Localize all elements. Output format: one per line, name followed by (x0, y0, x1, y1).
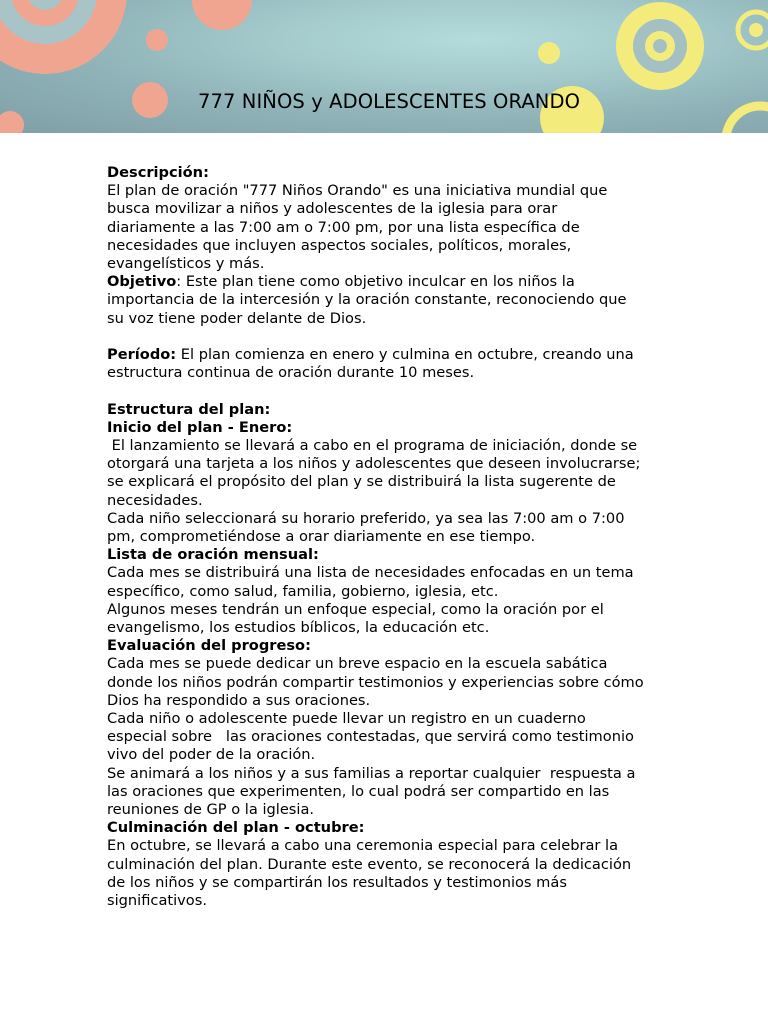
text-line: reuniones de GP o la iglesia. (107, 801, 315, 819)
document-body (107, 164, 667, 910)
text-line: Cada mes se puede dedicar un breve espacio en la escuela sabática (107, 655, 608, 673)
text-line: las oraciones que experimenten, lo cual podrá ser compartido en las (107, 782, 610, 800)
text-line: necesidades que incluyen aspectos sociales, políticos, morales, (107, 236, 572, 254)
decorative-circles (0, 0, 768, 133)
header-banner (0, 0, 768, 133)
text-line: Dios ha respondido a sus oraciones. (107, 691, 371, 709)
text-line: Cada mes se distribuirá una lista de necesidades enfocadas en un tema (107, 564, 634, 582)
periodo-line: Período: El plan comienza en enero y culmina en octubre, creando una (107, 346, 634, 364)
text-line: donde los niños podrán compartir testimonios y experiencias sobre cómo (107, 673, 644, 691)
text-line: estructura continua de oración durante 10 meses. (107, 364, 475, 382)
culminacion-heading: Culminación del plan - octubre: (107, 819, 365, 837)
text-line: su voz tiene poder delante de Dios. (107, 309, 367, 327)
page-title: 777 NIÑOS y ADOLESCENTES ORANDO (197, 90, 581, 113)
text-line: Se animará a los niños y a sus familias a reportar cualquier respuesta a (107, 764, 636, 782)
text-line: Cada niño o adolescente puede llevar un registro en un cuaderno (107, 710, 586, 728)
text-line: de los niños y se compartirán los resultados y testimonios más (107, 873, 567, 891)
evaluacion-heading: Evaluación del progreso: (107, 637, 311, 655)
inicio-heading: Inicio del plan - Enero: (107, 418, 293, 436)
text-line: busca movilizar a niños y adolescentes de la iglesia para orar (107, 200, 558, 218)
text-line: evangelísticos y más. (107, 255, 265, 273)
text-line: En octubre, se llevará a cabo una ceremonia especial para celebrar la (107, 837, 619, 855)
text-line: Cada niño seleccionará su horario preferido, ya sea las 7:00 am o 7:00 (107, 509, 625, 527)
text-line: se explicará el propósito del plan y se distribuirá la lista sugerente de (107, 473, 616, 491)
text-line: otorgará una tarjeta a los niños y adolescentes que deseen involucrarse; (107, 455, 641, 473)
lista-heading: Lista de oración mensual: (107, 546, 319, 564)
text-line: especial sobre las oraciones contestadas, que servirá como testimonio (107, 728, 634, 746)
text-line: específico, como salud, familia, gobierno, iglesia, etc. (107, 582, 499, 600)
text-line: necesidades. (107, 491, 203, 509)
text-line: El plan de oración "777 Niños Orando" es una iniciativa mundial que (107, 182, 608, 200)
text-line: culminación del plan. Durante este evento, se reconocerá la dedicación (107, 855, 632, 873)
text-line: El lanzamiento se llevará a cabo en el programa de iniciación, donde se (107, 437, 638, 455)
text-line: pm, comprometiéndose a orar diariamente en ese tiempo. (107, 528, 536, 546)
objetivo-line: Objetivo: Este plan tiene como objetivo inculcar en los niños la (107, 273, 575, 291)
text-line: evangelismo, los estudios bíblicos, la educación etc. (107, 619, 490, 637)
text-line: vivo del poder de la oración. (107, 746, 316, 764)
descripcion-heading: Descripción: (107, 164, 209, 181)
text-line: Algunos meses tendrán un enfoque especial, como la oración por el (107, 600, 604, 618)
text-line: importancia de la intercesión y la oración constante, reconociendo que (107, 291, 627, 309)
text-line: significativos. (107, 892, 207, 910)
text-line: diariamente a las 7:00 am o 7:00 pm, por una lista específica de (107, 218, 580, 236)
estructura-heading: Estructura del plan: (107, 400, 271, 418)
